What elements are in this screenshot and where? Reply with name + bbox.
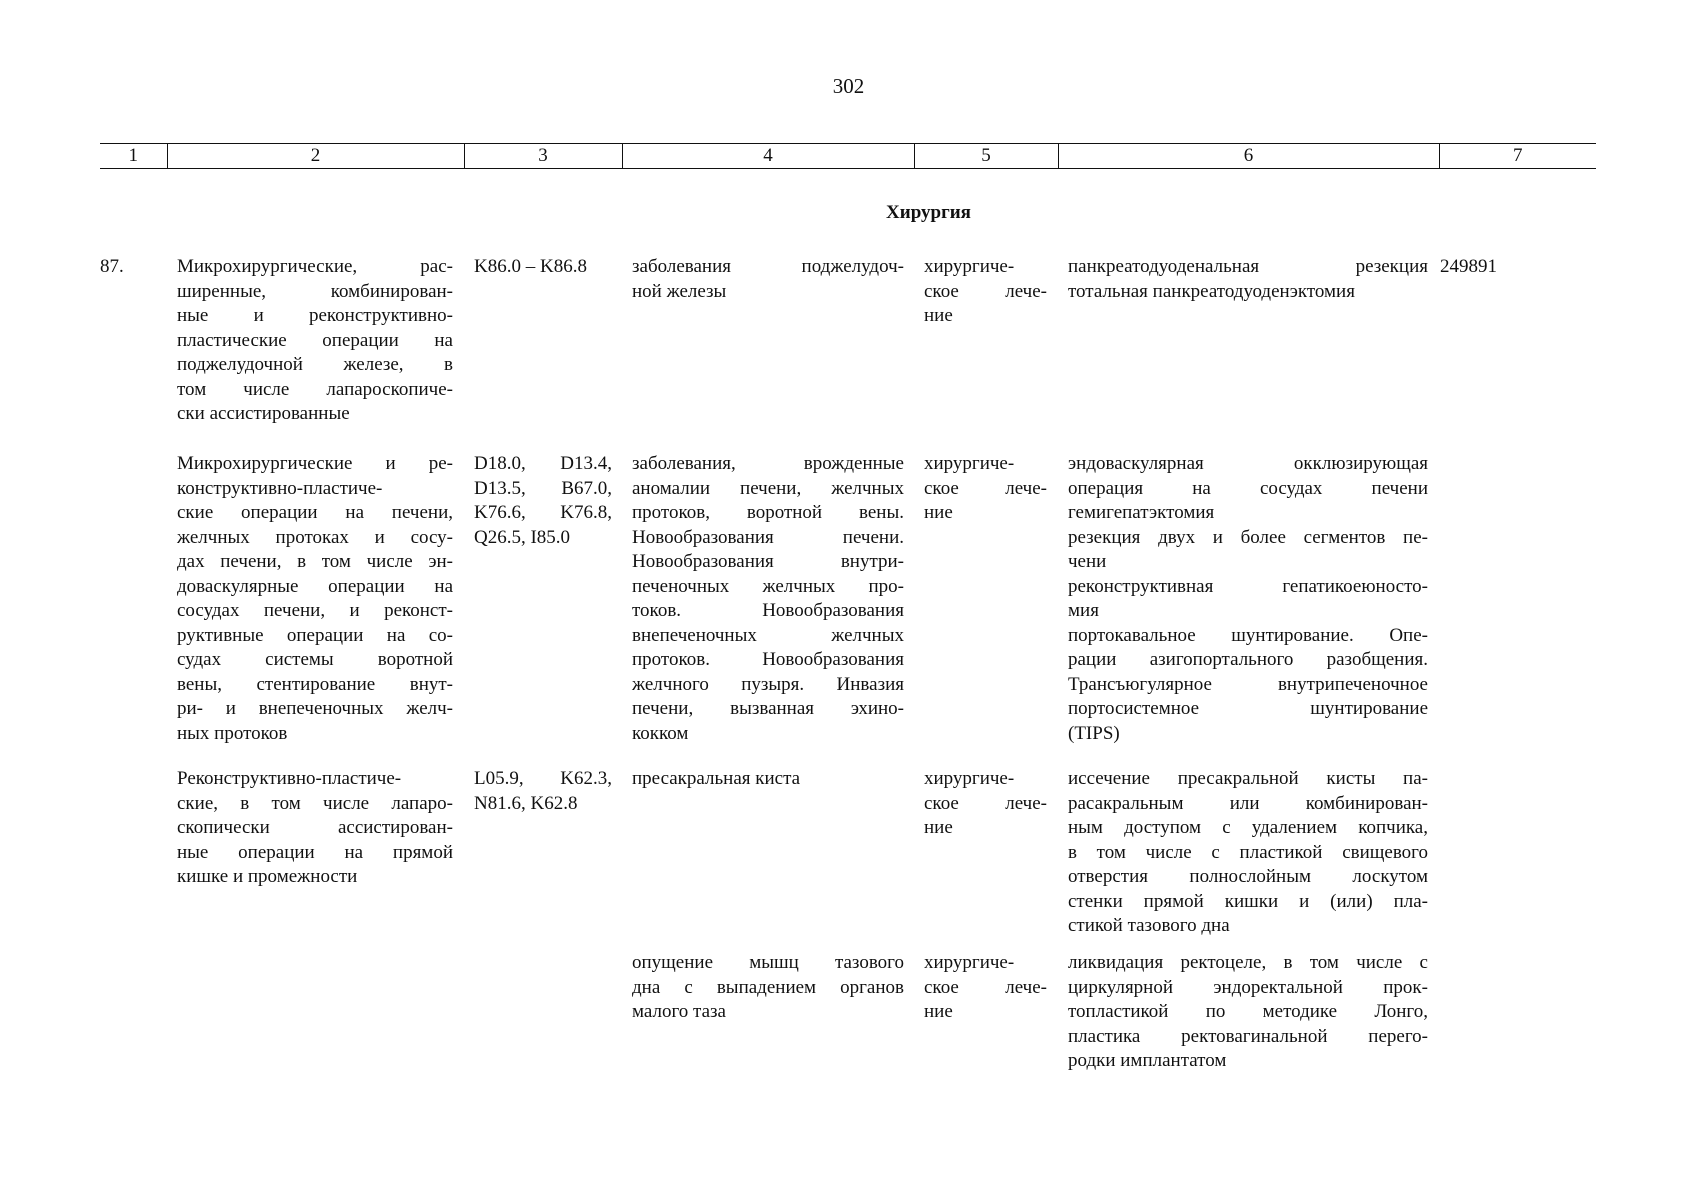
text-line: реконструктивная гепатикоеюносто- [1068, 575, 1428, 597]
text-line: печеночных желчных про- [632, 575, 904, 597]
procedure-group-name [177, 255, 453, 427]
text-line: заболевания поджелудоч- [632, 256, 904, 277]
text-line: хирургиче- [924, 768, 1015, 789]
text-line: ние [924, 502, 953, 523]
text-line: ные операции на прямой [177, 841, 453, 863]
text-line: ние [924, 305, 953, 326]
text-line: чени [1068, 551, 1107, 572]
text-line: ной железы [632, 280, 727, 302]
text-line: ные и реконструктивно- [177, 305, 453, 326]
treatment-method [1068, 767, 1428, 939]
text-line: ское лече- [924, 280, 1047, 302]
text-line: L05.9, K62.3, [474, 768, 612, 789]
text-line: Q26.5, I85.0 [474, 526, 571, 548]
diagnosis [632, 255, 904, 304]
text-line: пластические операции на [177, 329, 453, 351]
text-line: D13.5, B67.0, [474, 477, 612, 499]
text-line: Новообразования внутри- [632, 551, 904, 572]
standard-cost: 249891 [1440, 256, 1497, 277]
diagnosis [632, 767, 904, 792]
text-line: (TIPS) [1068, 722, 1120, 744]
text-line: ские операции на печени, [177, 502, 453, 523]
text-line: протоков, воротной вены. [632, 502, 904, 523]
diagnosis [632, 951, 904, 1025]
text-line: N81.6, K62.8 [474, 792, 578, 814]
text-line: резекция двух и более сегментов пе- [1068, 526, 1428, 548]
text-line: ски ассистированные [177, 403, 350, 424]
text-line: рации азигопортального разобщения. [1068, 649, 1428, 670]
column-header-1: 1 [100, 144, 167, 169]
text-line: панкреатодуоденальная резекция [1068, 256, 1428, 277]
text-line: конструктивно-пластиче- [177, 477, 383, 499]
procedure-group-name [177, 452, 453, 746]
icd-codes [474, 767, 612, 816]
procedure-group-name [177, 767, 453, 890]
text-line: опущение мышц тазового [632, 952, 904, 973]
text-line: токов. Новообразования [632, 600, 904, 621]
text-line: портосистемное шунтирование [1068, 698, 1428, 719]
text-line: ние [924, 1001, 953, 1022]
text-line: Трансъюгулярное внутрипеченочное [1068, 673, 1428, 695]
section-title [0, 201, 1697, 226]
text-line: расакральным или комбинирован- [1068, 792, 1428, 814]
column-header-5: 5 [914, 144, 1058, 169]
text-line: Микрохирургические, рас- [177, 256, 453, 277]
text-line: кокком [632, 722, 689, 744]
text-line: малого таза [632, 1001, 726, 1022]
column-header-2: 2 [167, 144, 464, 169]
treatment-method [1068, 452, 1428, 746]
text-line: мия [1068, 600, 1099, 621]
treatment-method [1068, 255, 1428, 304]
text-line: тотальная панкреатодуоденэктомия [1068, 280, 1355, 302]
text-line: портокавальное шунтирование. Опе- [1068, 624, 1428, 646]
column-header-3: 3 [464, 144, 622, 169]
text-line: протоков. Новообразования [632, 649, 904, 670]
text-line: печени, вызванная эхино- [632, 698, 904, 719]
text-line: ское лече- [924, 792, 1047, 814]
column-header-4: 4 [622, 144, 914, 169]
page-number: 302 [832, 74, 865, 98]
column-header-table [100, 143, 1596, 169]
text-line: циркулярной эндоректальной прок- [1068, 976, 1428, 998]
text-line: Реконструктивно-пластиче- [177, 768, 402, 789]
text-line: ние [924, 817, 953, 838]
text-line: стенки прямой кишки и (или) пла- [1068, 890, 1428, 912]
text-line: руктивные операции на со- [177, 624, 453, 646]
text-line: дна с выпадением органов [632, 976, 904, 998]
treatment-type [924, 452, 1047, 526]
text-line: сосудах печени, и реконст- [177, 600, 453, 621]
text-line: ных протоков [177, 722, 288, 744]
text-line: заболевания, врожденные [632, 453, 904, 474]
treatment-type [924, 767, 1047, 841]
text-line: пластика ректовагинальной перего- [1068, 1025, 1428, 1047]
text-line: хирургиче- [924, 256, 1015, 277]
text-line: ские, в том числе лапаро- [177, 792, 453, 814]
diagnosis [632, 452, 904, 746]
text-line: желчного пузыря. Инвазия [632, 673, 904, 695]
treatment-type [924, 951, 1047, 1025]
text-line: D18.0, D13.4, [474, 453, 612, 474]
text-line: кишке и промежности [177, 866, 358, 887]
text-line: вены, стентирование внут- [177, 673, 453, 695]
text-line: операция на сосудах печени [1068, 477, 1428, 499]
text-line: ское лече- [924, 477, 1047, 499]
icd-codes [474, 452, 612, 550]
text-line: доваскулярные операции на [177, 575, 453, 597]
icd-codes [474, 255, 612, 280]
text-line: в том числе с пластикой свищевого [1068, 841, 1428, 863]
text-line: аномалии печени, желчных [632, 477, 904, 499]
column-header-6: 6 [1058, 144, 1439, 169]
section-title-text: Хирургия [886, 202, 971, 223]
text-line: ское лече- [924, 976, 1047, 998]
text-line: хирургиче- [924, 453, 1015, 474]
column-header-row [100, 144, 1596, 169]
text-line: скопически ассистирован- [177, 817, 453, 838]
text-line: ликвидация ректоцеле, в том числе с [1068, 952, 1428, 973]
text-line: стикой тазового дна [1068, 915, 1230, 936]
text-line: Микрохирургические и ре- [177, 453, 453, 474]
text-line: иссечение пресакральной кисты па- [1068, 768, 1428, 789]
text-line: ширенные, комбинирован- [177, 280, 453, 302]
text-line: K76.6, K76.8, [474, 502, 612, 523]
treatment-type [924, 255, 1047, 329]
text-line: хирургиче- [924, 952, 1015, 973]
text-line: пресакральная киста [632, 768, 801, 789]
text-line: том числе лапароскопиче- [177, 378, 453, 400]
column-header-7: 7 [1439, 144, 1596, 169]
text-line: внепеченочных желчных [632, 624, 904, 646]
text-line: родки имплантатом [1068, 1050, 1227, 1071]
text-line: дах печени, в том числе эн- [177, 551, 453, 572]
text-line: ри- и внепеченочных желч- [177, 698, 453, 719]
row-number: 87. [100, 256, 124, 277]
text-line: отверстия полнослойным лоскутом [1068, 866, 1428, 887]
text-line: гемигепатэктомия [1068, 502, 1215, 523]
text-line: ным доступом с удалением копчика, [1068, 817, 1428, 838]
text-line: желчных протоках и сосу- [177, 526, 453, 548]
text-line: Новообразования печени. [632, 526, 904, 548]
text-line: поджелудочной железе, в [177, 354, 453, 375]
text-line: эндоваскулярная окклюзирующая [1068, 453, 1428, 474]
text-line: судах системы воротной [177, 649, 453, 670]
treatment-method [1068, 951, 1428, 1074]
text-line: топластикой по методике Лонго, [1068, 1001, 1428, 1022]
text-line: K86.0 – K86.8 [474, 256, 587, 277]
